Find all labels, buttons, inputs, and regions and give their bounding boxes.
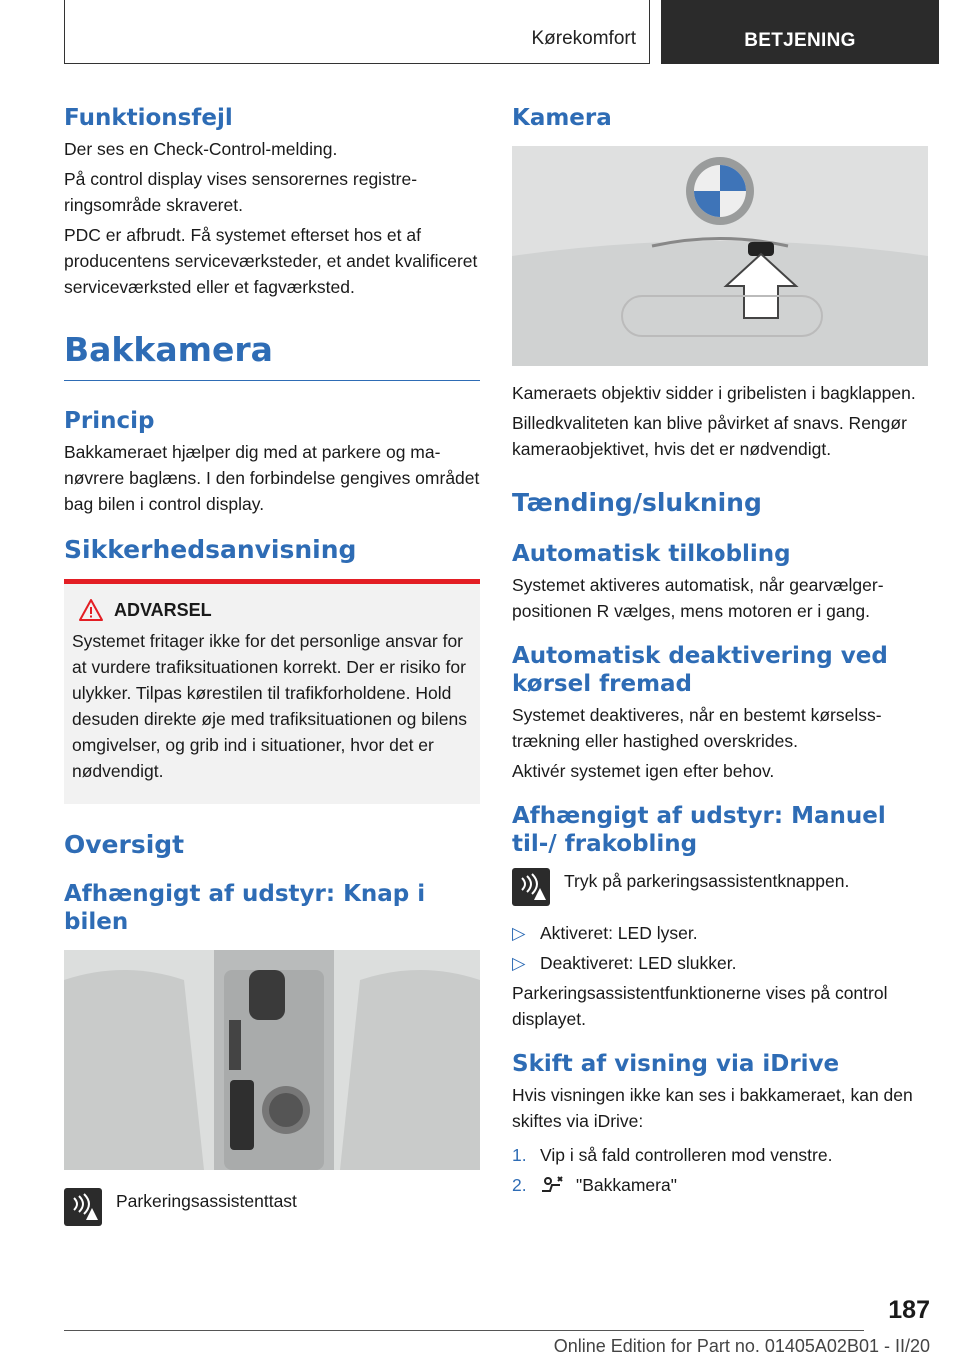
warning-header: [72, 598, 472, 622]
principle-heading: Princip: [64, 408, 155, 434]
page-number: 187: [888, 1296, 930, 1324]
footer-edition: Online Edition for Part no. 01405A02B01 - II/20: [553, 1336, 930, 1356]
safety-heading: Sikkerhedsanvisning: [64, 535, 357, 564]
onoff-heading: Tænding/slukning: [512, 488, 762, 517]
chapter-rule: [64, 380, 480, 381]
warning-box: [64, 584, 480, 804]
step-number: 2.: [512, 1175, 527, 1195]
fault-heading: Funktionsfejl: [64, 105, 233, 131]
status-list: [512, 920, 928, 976]
warning-text: Systemet fritager ikke for det personlige ansvar for at vurdere trafiksituationen korrekt. Der er risiko for ulykker. Tilpas kørestilen til trafikforholdene. Hold desuden direkte øje med trafiksituationen og bilens omgivelser, og grib ind i situationer, hvor det er nødvendigt.: [72, 631, 467, 781]
rear-camera-image: [512, 146, 928, 366]
chapter-heading: Bakkamera: [64, 330, 273, 369]
camera-heading: Kamera: [512, 105, 612, 131]
step-text: "Bakkamera": [576, 1175, 677, 1195]
auto-text: Systemet aktiveres automatisk, når gearvælgerpositionen R vælges, mens motoren er i gang.: [512, 575, 884, 621]
idrive-text: Hvis visningen ikke kan ses i bakkameraet, kan den skiftes via iDrive:: [512, 1085, 913, 1131]
bullet-marker: ▷: [512, 953, 526, 973]
manual-row: [512, 868, 928, 906]
parking-assistant-icon: [512, 868, 550, 906]
list-item: [512, 950, 928, 976]
parking-assistant-icon: [64, 1188, 102, 1226]
manual-after-text: Parkeringsassistentfunktionerne vises på control displayet.: [512, 983, 888, 1029]
button-caption: Parkeringsassistenttast: [116, 1191, 297, 1211]
header-chapter: BETJENING: [661, 0, 939, 64]
warning-triangle-icon: [78, 598, 104, 622]
header-section: Kørekomfort: [531, 28, 636, 49]
list-item-text: Deaktiveret: LED slukker.: [540, 953, 737, 973]
manual-heading: Afhængigt af udstyr: Manuel til-/ frakobling: [512, 803, 886, 857]
camera-text-1: Kameraets objektiv sidder i gribelisten i bagklappen.: [512, 383, 916, 403]
left-column: [64, 100, 480, 1226]
step-number: 1.: [512, 1145, 527, 1165]
camera-view-icon: [540, 1175, 566, 1195]
principle-text: Bakkameraet hjælper dig med at parkere og manøvrere baglæns. I den forbindelse gengives området bag bilen i control display.: [64, 442, 480, 514]
deactivation-text-2: Aktivér systemet igen efter behov.: [512, 761, 775, 781]
fault-text-3: PDC er afbrudt. Få systemet efterset hos et af producentens serviceværksteder, et andet kvalificeret serviceværksted eller et fagværksted.: [64, 225, 478, 297]
warning-label: ADVARSEL: [114, 599, 212, 620]
list-item: [512, 920, 928, 946]
footer-rule: [64, 1330, 864, 1331]
overview-heading: Oversigt: [64, 830, 185, 859]
camera-text-2: Billedkvaliteten kan blive påvirket af snavs. Rengør kameraobjektivet, hvis det er nødvendigt.: [512, 413, 907, 459]
button-caption-row: [64, 1188, 480, 1226]
auto-heading: Automatisk tilkobling: [512, 541, 791, 567]
step-text: Vip i så fald controlleren mod venstre.: [540, 1145, 833, 1165]
deactivation-text: Systemet deaktiveres, når en bestemt kørselsstrækning eller hastighed overskrides.: [512, 705, 882, 751]
deactivation-heading: Automatisk deaktivering ved kørsel fremad: [512, 643, 888, 697]
bullet-marker: ▷: [512, 923, 526, 943]
right-column: [512, 100, 928, 1198]
button-heading: Afhængigt af udstyr: Knap i bilen: [64, 881, 426, 935]
center-console-image: [64, 950, 480, 1170]
manual-text: Tryk på parkeringsassistentknappen.: [564, 871, 850, 891]
list-item: [512, 1172, 928, 1198]
list-item-text: Aktiveret: LED lyser.: [540, 923, 698, 943]
list-item: [512, 1142, 928, 1168]
fault-text-1: Der ses en Check-Control-melding.: [64, 139, 338, 159]
steps-list: [512, 1142, 928, 1198]
fault-text-2: På control display vises sensorernes registreringsområde skraveret.: [64, 169, 418, 215]
idrive-heading: Skift af visning via iDrive: [512, 1051, 840, 1077]
